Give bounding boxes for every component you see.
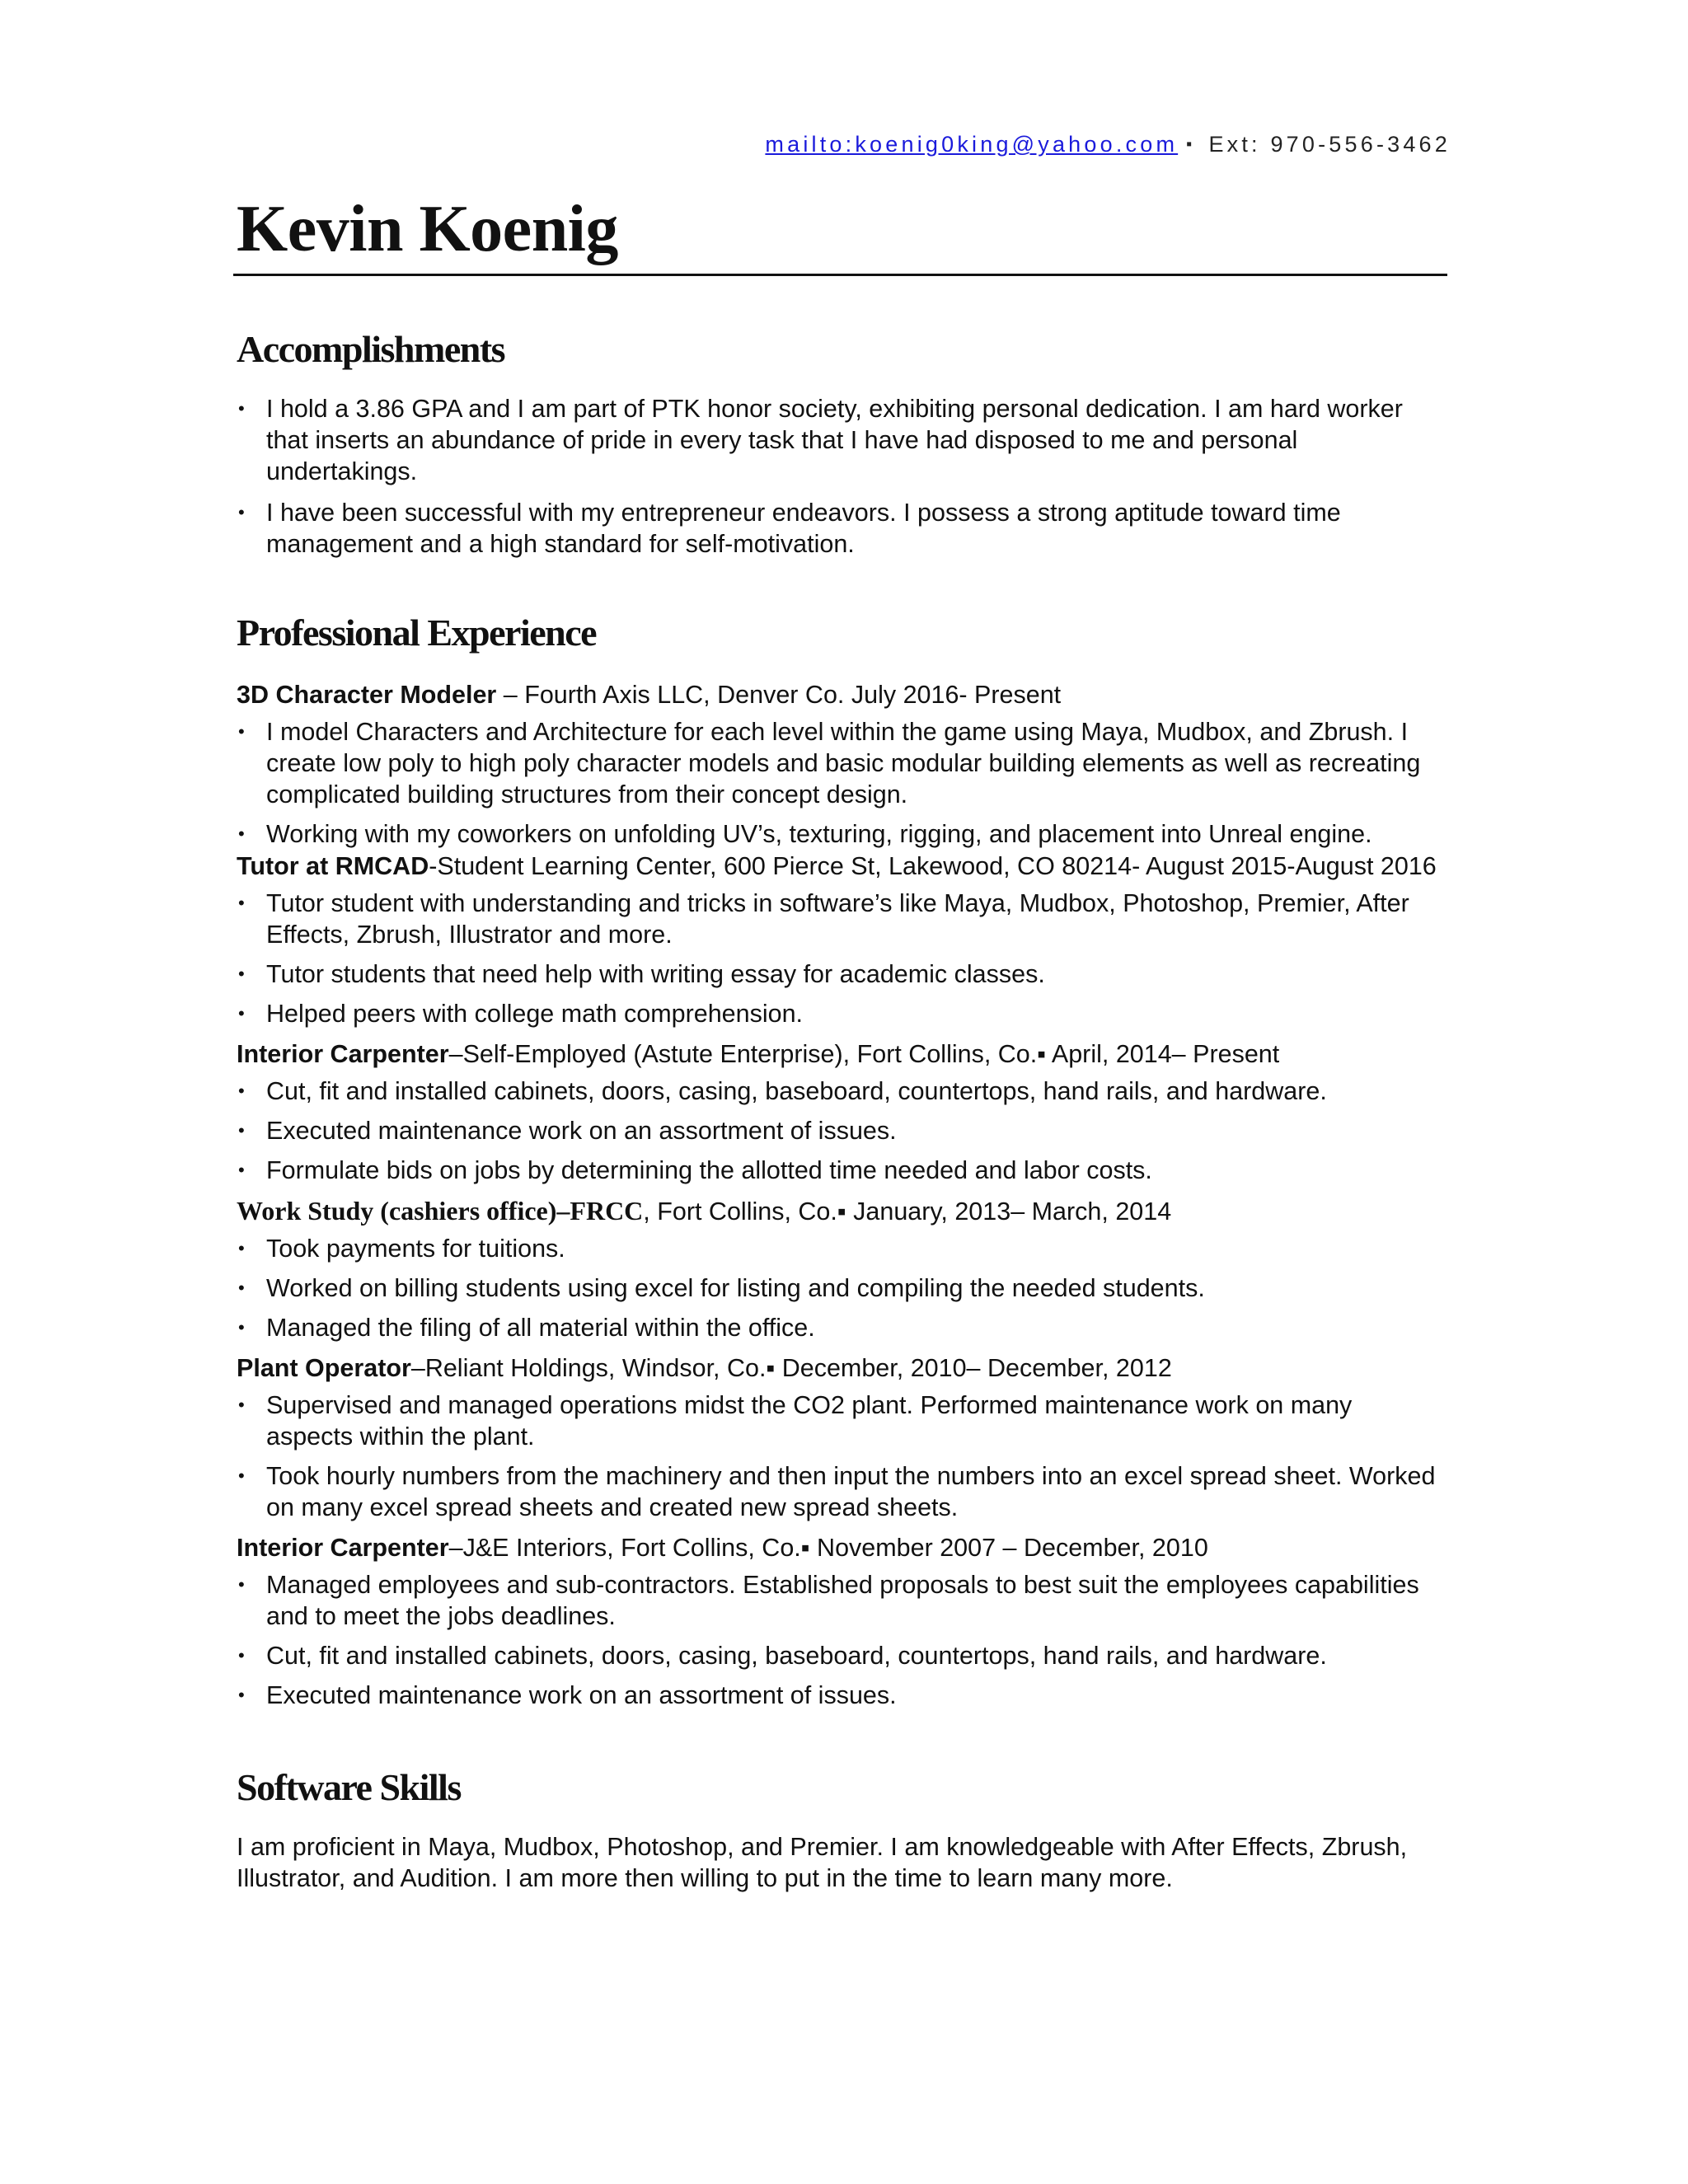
job-header — [237, 678, 1444, 711]
job-entry — [237, 1038, 1444, 1186]
job-title: 3D Character Modeler — [237, 681, 497, 709]
job-header — [237, 1038, 1444, 1071]
list-item: • Took hourly numbers from the machinery and then input the numbers into an excel spread sheet. Worked on many excel spread sheets and created new spread sheets. — [237, 1460, 1444, 1523]
job-details: –J&E Interiors, Fort Collins, Co.▪ November 2007 – December, 2010 — [448, 1534, 1208, 1562]
list-item: • Managed employees and sub-contractors. Established proposals to best suit the employees capabilities and to meet the jobs deadlines. — [237, 1569, 1444, 1632]
job-entry — [237, 850, 1444, 1029]
list-item: • I have been successful with my entrepreneur endeavors. I possess a strong aptitude toward time management and a high standard for self-motivation. — [237, 497, 1444, 560]
email-link[interactable]: mailto:koenig0king@yahoo.com — [765, 132, 1179, 157]
list-item: • Cut, fit and installed cabinets, doors, casing, baseboard, countertops, hand rails, and hardware. — [237, 1076, 1444, 1107]
list-item: • Formulate bids on jobs by determining the allotted time needed and labor costs. — [237, 1155, 1444, 1186]
list-item: • Working with my coworkers on unfolding UV’s, texturing, rigging, and placement into Unreal engine. — [237, 818, 1444, 850]
job-bullets — [237, 1390, 1444, 1523]
job-details: – Fourth Axis LLC, Denver Co. July 2016- Present — [496, 681, 1062, 709]
list-item: • I model Characters and Architecture for each level within the game using Maya, Mudbox, and Zbrush. I create low poly to high poly character models and basic modular building elements as well as recreating complicated building structures from their concept design. — [237, 716, 1444, 810]
job-title: Interior Carpenter — [237, 1040, 449, 1068]
job-entry — [237, 678, 1444, 850]
job-entry — [237, 1531, 1444, 1711]
job-bullets — [237, 1076, 1444, 1186]
list-item: • I hold a 3.86 GPA and I am part of PTK honor society, exhibiting personal dedication. I am hard worker that inserts an abundance of pride in every task that I have had disposed to me and personal undertakings. — [237, 393, 1444, 487]
job-title: Work Study (cashiers office)–FRCC — [237, 1196, 644, 1226]
contact-separator: ▪ — [1186, 135, 1196, 153]
resume-page — [237, 132, 1451, 1894]
job-details: –Reliant Holdings, Windsor, Co.▪ December, 2010– December, 2012 — [410, 1354, 1172, 1382]
job-bullets — [237, 1569, 1444, 1711]
job-header — [237, 1531, 1444, 1564]
job-title: Plant Operator — [237, 1354, 411, 1382]
list-item: • Managed the filing of all material within the office. — [237, 1312, 1444, 1343]
list-item: • Helped peers with college math comprehension. — [237, 998, 1444, 1029]
candidate-name: Kevin Koenig — [237, 193, 618, 265]
job-title: Tutor at RMCAD — [237, 852, 429, 880]
list-item: • Tutor student with understanding and tricks in software’s like Maya, Mudbox, Photoshop, Premier, After Effects, Zbrush, Illustrator and more. — [237, 888, 1444, 950]
job-header — [237, 850, 1444, 883]
experience-heading: Professional Experience — [237, 612, 597, 654]
skills-paragraph: I am proficient in Maya, Mudbox, Photoshop, and Premier. I am knowledgeable with After Effects, Zbrush, Illustrator, and Audition. I am more then willing to put in the time to learn many more. — [237, 1833, 1408, 1892]
list-item: • Worked on billing students using excel for listing and compiling the needed students. — [237, 1272, 1444, 1304]
job-details: , Fort Collins, Co.▪ January, 2013– March, 2014 — [643, 1197, 1172, 1226]
job-bullets — [237, 716, 1444, 850]
list-item: • Took payments for tuitions. — [237, 1233, 1444, 1264]
job-details: -Student Learning Center, 600 Pierce St, Lakewood, CO 80214- August 2015-August 2016 — [429, 852, 1437, 880]
job-bullets — [237, 888, 1444, 1029]
name-divider — [233, 274, 1447, 276]
list-item: • Executed maintenance work on an assortment of issues. — [237, 1115, 1444, 1146]
list-item: • Tutor students that need help with writing essay for academic classes. — [237, 958, 1444, 990]
job-title: Interior Carpenter — [237, 1534, 449, 1562]
job-bullets — [237, 1233, 1444, 1343]
job-header — [237, 1352, 1444, 1385]
phone-text: Ext: 970-556-3462 — [1208, 132, 1451, 157]
job-details: –Self-Employed (Astute Enterprise), Fort Collins, Co.▪ April, 2014– Present — [448, 1040, 1280, 1068]
job-entry — [237, 1352, 1444, 1523]
accomplishments-heading: Accomplishments — [237, 328, 505, 370]
list-item: • Supervised and managed operations midst the CO2 plant. Performed maintenance work on many aspects within the plant. — [237, 1390, 1444, 1452]
job-entry — [237, 1194, 1444, 1343]
contact-line — [237, 132, 1451, 165]
job-header — [237, 1194, 1444, 1228]
accomplishments-list — [237, 393, 1444, 560]
skills-heading: Software Skills — [237, 1766, 461, 1808]
list-item: • Executed maintenance work on an assortment of issues. — [237, 1680, 1444, 1711]
list-item: • Cut, fit and installed cabinets, doors, casing, baseboard, countertops, hand rails, and hardware. — [237, 1640, 1444, 1671]
